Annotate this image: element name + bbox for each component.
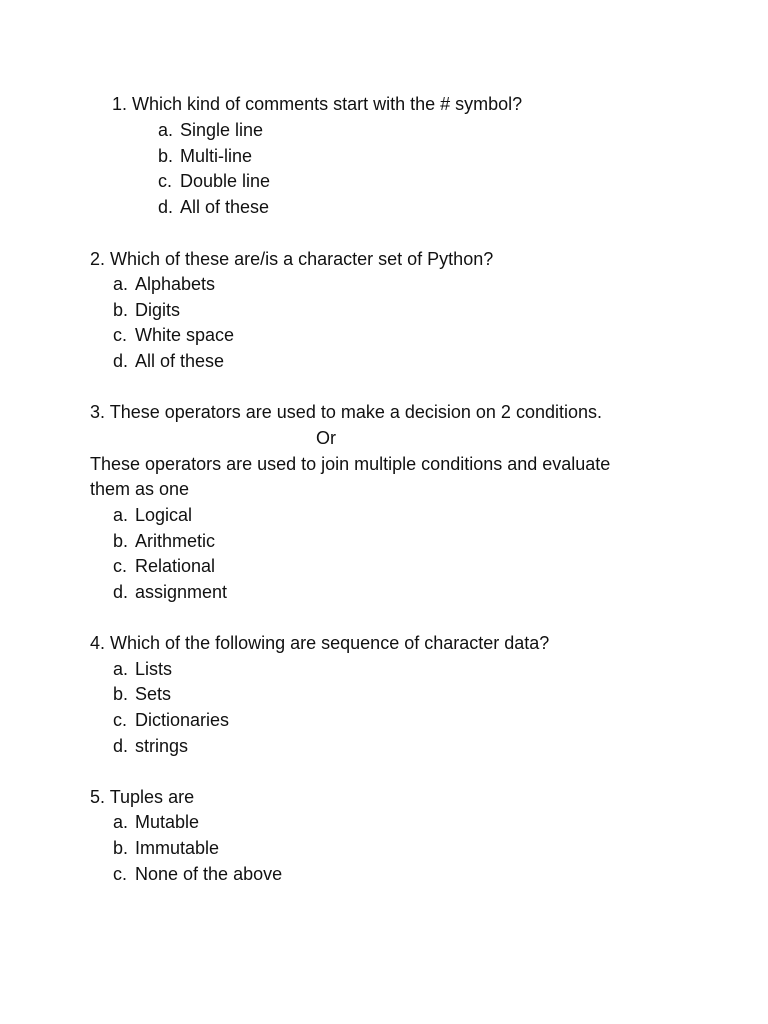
question-text: Which of the following are sequence of character data?	[110, 633, 550, 653]
question-3	[90, 401, 602, 423]
option-item	[113, 530, 215, 552]
option-letter: b.	[158, 146, 174, 166]
option-text: All of these	[180, 197, 270, 217]
option-letter: b.	[113, 684, 129, 704]
option-letter: c.	[113, 864, 128, 884]
question-text: These operators are used to make a decision on 2 conditions.	[109, 402, 602, 422]
option-item	[158, 196, 269, 218]
option-text: Relational	[135, 556, 216, 576]
option-letter: c.	[158, 171, 173, 191]
option-item	[158, 170, 270, 192]
option-text: Sets	[135, 684, 172, 704]
option-letter: a.	[113, 274, 129, 294]
option-text: strings	[135, 736, 189, 756]
question-2	[90, 248, 493, 270]
question-number: 4.	[90, 633, 106, 653]
option-item	[113, 324, 234, 346]
option-letter: d.	[113, 582, 129, 602]
option-item	[113, 581, 227, 603]
option-item	[113, 350, 224, 372]
option-letter: b.	[113, 531, 129, 551]
option-text: Immutable	[135, 838, 220, 858]
option-letter: b.	[113, 838, 129, 858]
option-text: assignment	[135, 582, 228, 602]
option-letter: d.	[158, 197, 174, 217]
option-item	[158, 119, 263, 141]
option-text: None of the above	[135, 864, 283, 884]
option-text: Double line	[180, 171, 271, 191]
question-4	[90, 632, 549, 654]
option-letter: a.	[113, 659, 129, 679]
question-number: 5.	[90, 787, 106, 807]
option-letter: a.	[113, 812, 129, 832]
option-text: Multi-line	[180, 146, 253, 166]
option-text: Digits	[135, 300, 181, 320]
question-number: 1.	[112, 94, 128, 114]
option-text: Lists	[135, 659, 173, 679]
option-text: Logical	[135, 505, 193, 525]
option-letter: d.	[113, 351, 129, 371]
question-number: 3.	[90, 402, 106, 422]
option-item	[113, 683, 171, 705]
question-text: Which kind of comments start with the # symbol?	[132, 94, 523, 114]
option-item	[113, 504, 192, 526]
question-separator: Or	[316, 428, 336, 448]
option-text: White space	[135, 325, 235, 345]
option-letter: c.	[113, 710, 128, 730]
option-item	[113, 658, 172, 680]
option-text: Mutable	[135, 812, 200, 832]
option-text: All of these	[135, 351, 225, 371]
option-item	[158, 145, 252, 167]
option-letter: c.	[113, 556, 128, 576]
option-text: Alphabets	[135, 274, 216, 294]
option-item	[113, 863, 282, 885]
option-letter: a.	[158, 120, 174, 140]
option-letter: c.	[113, 325, 128, 345]
question-alt-text-line-1: These operators are used to join multiple conditions and evaluate	[90, 454, 611, 474]
question-alt-text-line-2: them as one	[90, 479, 190, 499]
option-item	[113, 555, 215, 577]
question-text: Which of these are/is a character set of Python?	[110, 249, 494, 269]
option-text: Dictionaries	[135, 710, 230, 730]
option-item	[113, 811, 199, 833]
question-number: 2.	[90, 249, 106, 269]
option-item	[113, 273, 215, 295]
option-letter: b.	[113, 300, 129, 320]
option-item	[113, 299, 180, 321]
option-letter: a.	[113, 505, 129, 525]
option-letter: d.	[113, 736, 129, 756]
option-item	[113, 709, 229, 731]
option-item	[113, 735, 188, 757]
question-text: Tuples are	[109, 787, 195, 807]
option-text: Single line	[180, 120, 264, 140]
question-1	[112, 93, 522, 115]
question-5	[90, 786, 194, 808]
option-item	[113, 837, 219, 859]
option-text: Arithmetic	[135, 531, 216, 551]
